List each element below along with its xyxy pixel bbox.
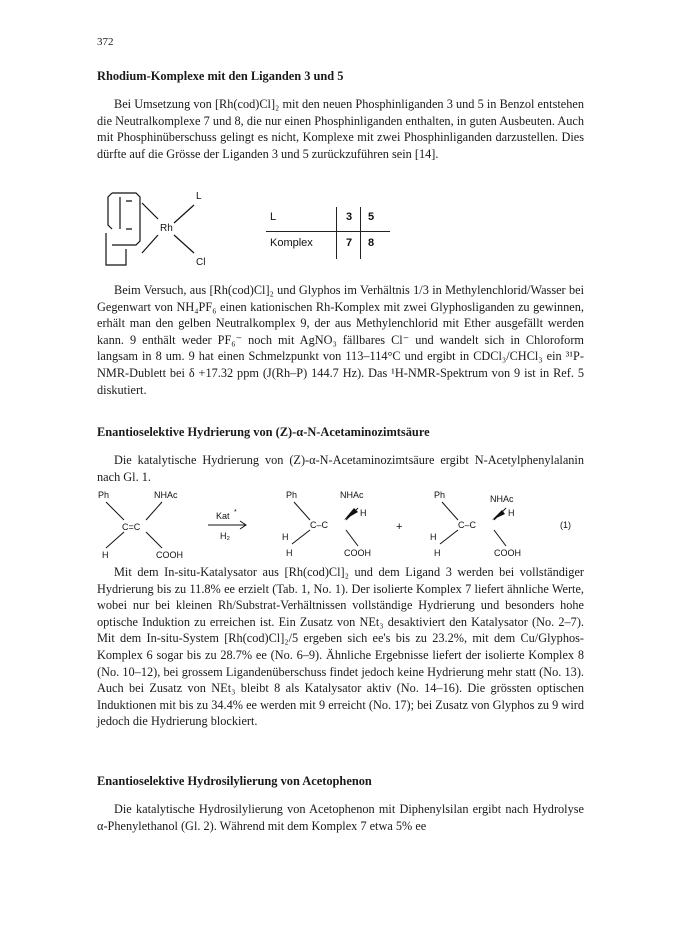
cc-single-label-1: C–C — [310, 520, 329, 530]
rh-label: Rh — [160, 223, 173, 234]
page-number: 372 — [97, 36, 114, 48]
cooh-label-1: COOH — [156, 550, 183, 560]
section-heading-hydrosilylation: Enantioselektive Hydrosilylierung von Acetophenon — [97, 774, 372, 788]
plus-sign: + — [396, 521, 403, 533]
cooh-label-2: COOH — [344, 548, 371, 558]
rh-complex-structure — [96, 183, 226, 273]
ph-label-2: Ph — [286, 490, 298, 500]
nhac-label-1: NHAc — [154, 490, 178, 500]
table-cell-complex-7: 7 — [346, 237, 353, 249]
paragraph-hydrogenation-intro: Die katalytische Hydrierung von (Z)-α-N-Acetaminozimtsäure ergibt N-Acetylphenylalanin nach Gl. 1. — [97, 453, 584, 484]
table-row1-label: L — [270, 211, 277, 223]
chloride-label: Cl — [196, 257, 206, 268]
table-divider-horizontal — [266, 231, 390, 232]
section-heading-rhodium-complexes: Rhodium-Komplexe mit den Liganden 3 und 5 — [97, 69, 344, 83]
h-label-2: H — [360, 508, 367, 518]
wedge-bond-2 — [492, 510, 505, 520]
paragraph-rhodium-complexes: Bei Umsetzung von [Rh(cod)Cl]₂ mit den neuen Phosphinliganden 3 und 5 in Benzol entstehen die Neutralkomplexe 7 und 8, die nur einen Phosphinliganden enthalten, in guten Ausbeuten. Auch mit Phosphinüberschuss gelingt es nicht, Komplexe mit zwei Phosphinliganden darzustellen. Dies dürfte auf die Grösse der Liganden 3 und 5 zurückzuführen sein [14]. — [97, 97, 584, 161]
ligand-complex-table — [258, 207, 398, 261]
table-divider-vertical-2 — [360, 207, 361, 259]
ph-label-3: Ph — [434, 490, 446, 500]
table-cell-complex-8: 8 — [368, 237, 375, 249]
paragraph-glyphos-experiment: Beim Versuch, aus [Rh(cod)Cl]₂ und Glyphos im Verhältnis 1/3 in Methylenchlorid/Wasser bei Gegenwart von NH₄PF₆ einen kationischen Rh-Komplex mit zwei Glyphosliganden zu gewinnen, erhält man den gelben Neutralkomplex 9, der aus Methylenchlorid mit Ether ausgefällt werden kann. 9 enthält weder PF₆⁻ noch mit AgNO₃ fällbares Cl⁻ und wandelt sich in Chloroform langsam in 8 um. 9 hat einen Schmelzpunkt von 113–114°C und ergibt in CDCl₃/CHCl₃ ein ³¹P-NMR-Dublett bei δ +17.32 ppm (J(Rh–P) 144.7 Hz). Das ¹H-NMR-Spektrum von 9 ist in Ref. 5 diskutiert. — [97, 283, 584, 397]
section-heading-hydrogenation: Enantioselektive Hydrierung von (Z)-α-N-Acetaminozimtsäure — [97, 425, 430, 439]
h-label-5: H — [508, 508, 515, 518]
h-label-6: H — [430, 532, 437, 542]
h-label-4: H — [286, 548, 293, 558]
ph-label-1: Ph — [98, 490, 110, 500]
table-cell-ligand-5: 5 — [368, 211, 375, 223]
table-cell-ligand-3: 3 — [346, 211, 353, 223]
cc-single-label-2: C–C — [458, 520, 477, 530]
cc-double-label: C=C — [122, 522, 141, 532]
cooh-label-3: COOH — [494, 548, 521, 558]
nhac-label-2: NHAc — [340, 490, 364, 500]
nhac-label-3: NHAc — [490, 494, 514, 504]
equation-1 — [96, 490, 586, 562]
equation-number: (1) — [560, 520, 571, 530]
catalyst-superscript: * — [234, 509, 237, 516]
h-label-3: H — [282, 532, 289, 542]
table-row2-label: Komplex — [270, 237, 313, 249]
h-label-1: H — [102, 550, 109, 560]
paragraph-hydrosilylation: Die katalytische Hydrosilylierung von Acetophenon mit Diphenylsilan ergibt nach Hydrolyse α-Phenylethanol (Gl. 2). Während mit dem Komplex 7 etwa 5% ee — [97, 802, 584, 833]
ligand-label: L — [196, 191, 202, 202]
h-label-7: H — [434, 548, 441, 558]
catalyst-label: Kat — [216, 511, 230, 521]
paragraph-hydrogenation-results: Mit dem In-situ-Katalysator aus [Rh(cod)Cl]₂ und dem Ligand 3 werden bei vollständiger Hydrierung bis zu 11.8% ee erzielt (Tab. 1, No. 1). Der isolierte Komplex 7 liefert ähnliche Werte, wobei nur bei kleinen Rh/Substrat-Verhältnissen vollständige Hydrierung und besonders hohe optische Induktion zu erreichen ist. Ein Zusatz von NEt₃ desaktiviert den Katalysator (No. 2–7). Mit dem In-situ-System [Rh(cod)Cl]₂/5 ergeben sich ee's bis zu 23.2%, mit dem Cu/Glyphos-Komplex 6 sogar bis zu 28.7% ee (No. 6–9). Ähnliche Ergebnisse liefert der isolierte Komplex 8 (No. 10–12), bei grossem Ligandenüberschuss findet jedoch keine Hydrierung mehr statt (No. 13). Auch bei Zusatz von NEt₃ bleibt 8 als Katalysator aktiv (No. 14–16). Die grössten optischen Induktionen mit bis zu 34.4% ee werden mit 9 erreicht (No. 17); bei Zusatz von Glyphos zu 9 wird jedoch die Hydrierung blockiert. — [97, 565, 584, 729]
h2-label: H₂ — [220, 531, 230, 541]
table-divider-vertical-1 — [336, 207, 337, 259]
